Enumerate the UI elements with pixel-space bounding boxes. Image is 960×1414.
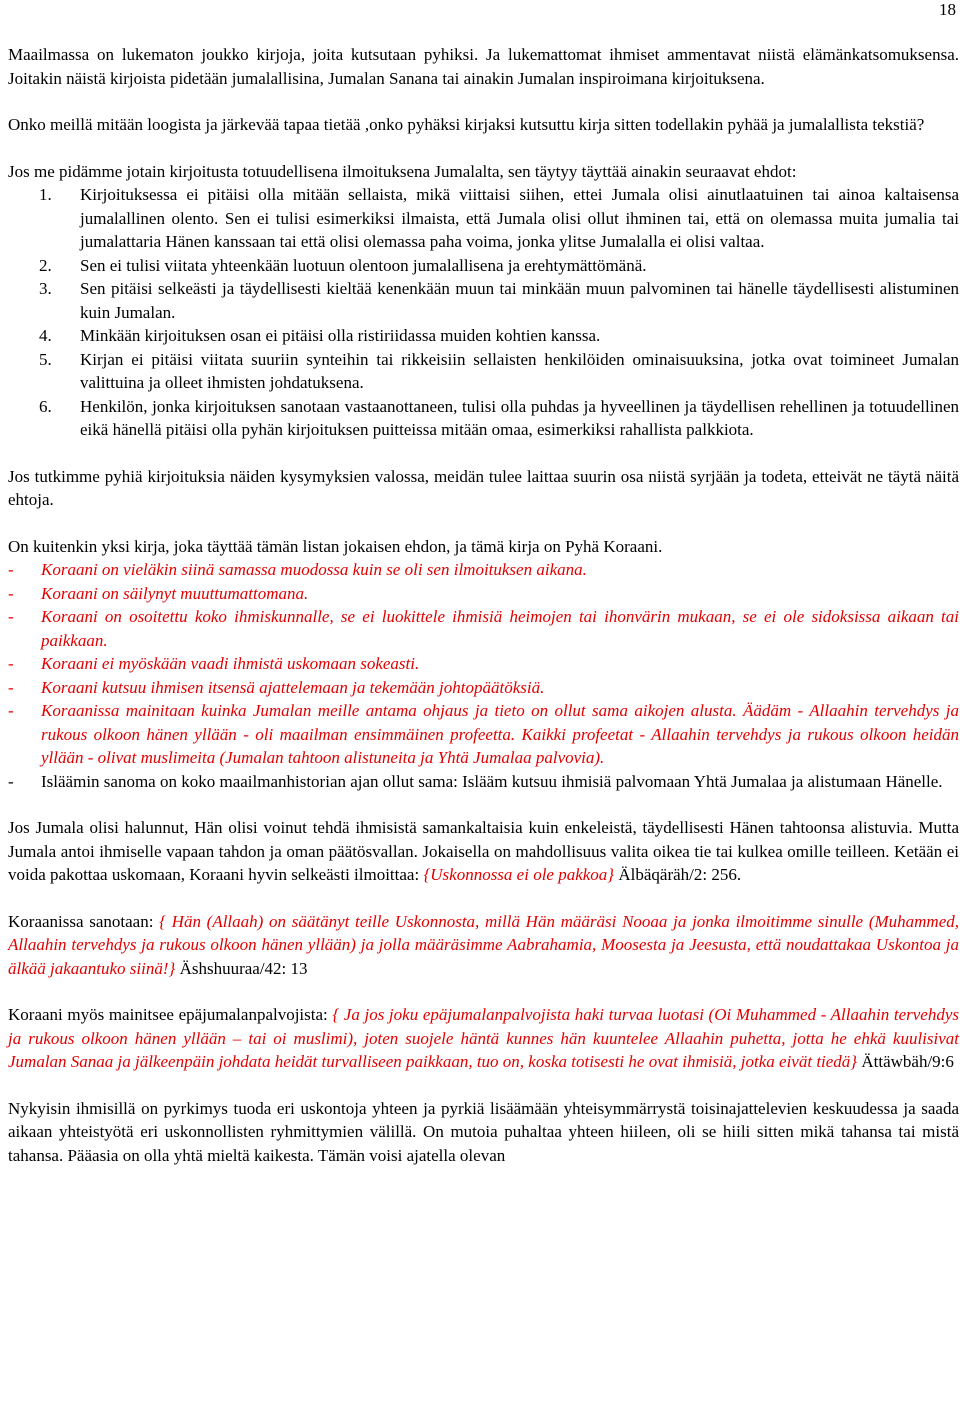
list-text: Kirjoituksessa ei pitäisi olla mitään sellaista, mikä viittaisi siihen, ettei Jumala olisi ainutlaatuinen tai ainoa kaltaisensa jumalallinen olento. Sen ei tulisi esimerkiksi ilmaista, että Jumala olisi ollut ihminen tai, että on olemassa muita jumalia tai jumalattaria Hänen kanssaan tai että olisi olemassa paha voima, jonka ylitse Jumalalla ei olisi valtaa. — [80, 185, 959, 251]
paragraph-intro: Maailmassa on lukematon joukko kirjoja, joita kutsutaan pyhiksi. Ja lukemattomat ihmiset ammentavat niistä elämänkatsomuksensa. Joitakin näistä kirjoista pidetään jumalallisina, Jumalan Sanana tai ainakin Jumalan inspiroimana kirjoituksena. — [8, 45, 959, 88]
paragraph-shura — [8, 910, 959, 981]
list-item — [8, 324, 959, 348]
paragraph-text: Koraani myös mainitsee epäjumalanpalvojista: — [8, 1005, 333, 1024]
list-text: Koraanissa mainitaan kuinka Jumalan meille antama ohjaus ja tieto on ollut sama aikojen alusta. Äädäm - Allaahin tervehdys ja rukous olkoon hänen yllään - oli maailman ensimmäinen profeetta. Kaikki profeetat - Allaahin tervehdys ja rukous olkoon heidän yllään - olivat muslimeita (Jumalan tahtoon alistuneita ja Yhtä Jumalaa palvovia). — [41, 701, 959, 767]
list-number: 3. — [39, 279, 52, 298]
conditions-list — [8, 183, 959, 442]
list-number: 6. — [39, 396, 52, 416]
list-text: Sen ei tulisi viitata yhteenkään luotuun olentoon jumalallisena ja erehtymättömänä. — [80, 255, 647, 275]
list-text: Koraani ei myöskään vaadi ihmistä uskomaan sokeasti. — [41, 654, 420, 673]
list-text: Kirjan ei pitäisi viitata suuriin synteihin tai rikkeisiin sellaisten henkilöiden ominaisuuksina, jotka ovat toimineet Jumalan valittuina ja olleet ihmisten johdatuksena. — [80, 349, 959, 392]
list-item — [8, 348, 959, 395]
paragraph-tawbah — [8, 1003, 959, 1074]
paragraph-text: Koraanissa sanotaan: — [8, 911, 160, 931]
quran-quote: { Ja jos joku epäjumalanpalvojista haki turvaa luotasi (Oi Muhammed - Allaahin tervehdys ja rukous olkoon hänen yllään – tai oi muslimi), joten suojele häntä kunnes hän kuuntelee Allaahin puhetta, jotta he ehkä kuulisivat Jumalan Sanaa ja jälkeenpäin johdata heidät turvalliseen paikkaan, tuo on, koska totisesti he ovat ihmisiä, jotka eivät tiedä} — [8, 1005, 959, 1071]
paragraph-text: Jos Jumala olisi halunnut, Hän olisi voinut tehdä ihmisistä samankaltaisia kuin enkeleistä, täydellisesti Hänen tahtoonsa alistuvia. Mutta Jumala antoi ihmiselle vapaan tahdon ja oman päätösvallan. Jokaisella on mahdollisuus valita oikea tie tai kulkea omille teilleen. Ketään ei voida pakottaa uskomaan, Koraani hyvin selkeästi ilmoittaa: — [8, 818, 959, 884]
paragraph-interfaith: Nykyisin ihmisillä on pyrkimys tuoda eri uskontoja yhteen ja pyrkiä lisäämään yhteisymmärrystä toisinajattelevien keskuudessa ja saada aikaan yhteistyötä eri uskonnollisten ryhmittymien välillä. On mutoia puhaltaa yhteen hiileen, oli se hiili sitten mikä tahansa tai mistä tahansa. Pääasia on olla yhtä mieltä kaikesta. Tämän voisi ajatella olevan — [8, 1098, 959, 1165]
list-item — [8, 652, 959, 676]
paragraph-conclusion: Jos tutkimme pyhiä kirjoituksia näiden kysymyksien valossa, meidän tulee laittaa suurin osa niistä syrjään ja todeta, etteivät ne täytä näitä ehtoja. — [8, 466, 959, 509]
list-number: 1. — [39, 185, 52, 204]
list-text: Minkään kirjoituksen osan ei pitäisi olla ristiriidassa muiden kohtien kanssa. — [80, 326, 601, 345]
quran-quote: { Hän (Allaah) on säätänyt teille Uskonnosta, millä Hän määräsi Nooaa ja jonka ilmoitimme sinulle (Muhammed, Allaahin tervehdys ja rukous olkoon hänen yllään) ja jolla määräsimme Aabrahamia, Moosesta ja Jeesusta, että noudattakaa Uskontoa ja älkää jakaantuko siinä!} — [8, 911, 959, 978]
list-text: Koraani kutsuu ihmisen itsensä ajattelemaan ja tekemään johtopäätöksiä. — [41, 677, 545, 697]
list-number: 5. — [39, 349, 52, 369]
quran-quote: {Uskonnossa ei ole pakkoa} — [423, 865, 615, 884]
dash-mark: - — [8, 701, 14, 720]
list-text: Henkilön, jonka kirjoituksen sanotaan vastaanottaneen, tulisi olla puhdas ja hyveellinen ja täydellisen rehellinen ja totuudellinen eikä hänellä pitäisi olla pyhän kirjoituksen puitteissa mitään omaa, esimerkiksi rahallista palkkiota. — [80, 396, 959, 439]
dash-mark: - — [8, 560, 14, 579]
list-number: 2. — [39, 255, 52, 275]
page-number: 18 — [939, 0, 956, 19]
list-item — [8, 770, 959, 794]
document-page — [8, 43, 959, 1167]
list-text: Koraani on osoitettu koko ihmiskunnalle, se ei luokittele ihmisiä heimojen tai ihonvärin mukaan, se ei ole sidoksissa aikaan tai paikkaan. — [41, 607, 959, 650]
dash-mark: - — [8, 677, 14, 697]
list-number: 4. — [39, 326, 52, 345]
dash-mark: - — [8, 771, 14, 791]
list-item — [8, 395, 959, 442]
list-text: Sen pitäisi selkeästi ja täydellisesti kieltää kenenkään muun tai minkään muun palvominen tai hänelle täydellisesti alistuminen kuin Jumalan. — [80, 279, 959, 322]
dash-mark: - — [8, 654, 14, 673]
list-text: Isläämin sanoma on koko maailmanhistorian ajan ollut sama: Islääm kutsuu ihmisiä palvomaan Yhtä Jumalaa ja alistumaan Hänelle. — [41, 771, 943, 791]
quran-reference: Äshshuuraa/42: 13 — [175, 958, 308, 978]
quran-reference: Ättäwbäh/9:6 — [857, 1052, 954, 1071]
paragraph-question: Onko meillä mitään loogista ja järkevää tapaa tietää ,onko pyhäksi kirjaksi kutsuttu kirja sitten todellakin pyhää ja jumalallista tekstiä? — [8, 115, 925, 134]
list-item — [8, 183, 959, 254]
dash-mark: - — [8, 583, 14, 603]
list-item — [8, 605, 959, 652]
list-item — [8, 254, 959, 278]
paragraph-quran-intro: On kuitenkin yksi kirja, joka täyttää tämän listan jokaisen ehdon, ja tämä kirja on Pyhä Koraani. — [8, 536, 663, 556]
list-item — [8, 582, 959, 606]
list-item — [8, 699, 959, 770]
dash-mark: - — [8, 607, 14, 626]
list-item — [8, 558, 959, 582]
list-text: Koraani on säilynyt muuttumattomana. — [41, 583, 309, 603]
list-text: Koraani on vieläkin siinä samassa muodossa kuin se oli sen ilmoituksen aikana. — [41, 560, 587, 579]
list-item — [8, 277, 959, 324]
list-item — [8, 676, 959, 700]
paragraph-conditions-intro: Jos me pidämme jotain kirjoitusta totuudellisena ilmoituksena Jumalalta, sen täytyy täyttää ainakin seuraavat ehdot: — [8, 161, 797, 181]
paragraph-free-will — [8, 816, 959, 887]
quran-points-list — [8, 558, 959, 793]
quran-reference: Älbäqäräh/2: 256. — [614, 865, 742, 884]
